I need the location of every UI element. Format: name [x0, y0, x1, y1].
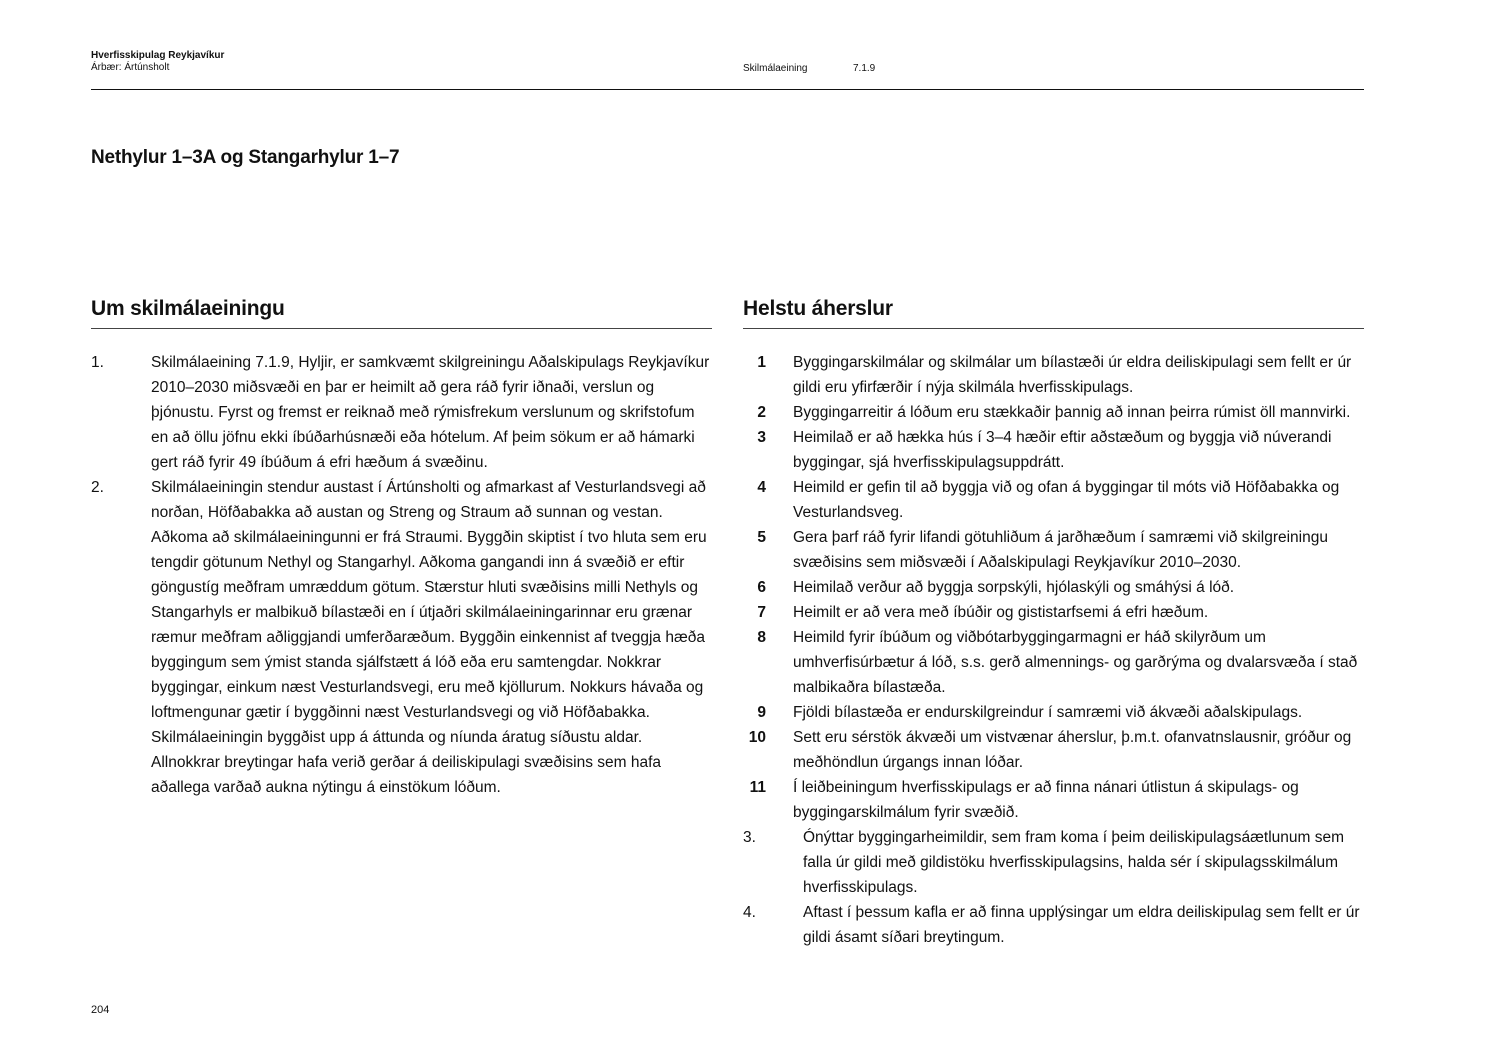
section-number: 7.1.9: [853, 63, 876, 74]
emphasis-item: [743, 350, 1364, 400]
section-label: Skilmálaeining: [743, 63, 808, 74]
item-text: Heimilað verður að byggja sorpskýli, hjólaskýli og smáhýsi á lóð.: [793, 579, 1235, 596]
section-heading: Um skilmálaeiningu: [91, 297, 285, 320]
emphasis-item: [743, 600, 1364, 625]
item-text: Skilmálaeiningin stendur austast í Ártúnsholti og afmarkast af Vesturlandsvegi að norðan, Höfðabakka að austan og Streng og Straum að sunnan og vestan. Aðkoma að skilmálaeiningunni er frá Straumi. Byggðin skiptist í tvo hluta sem eru tengdir götunum Nethyl og Stangarhyl. Aðkoma gangandi inn á svæðið er eftir göngustíg meðfram umræddum götum. Stærstur hluti svæðisins milli Nethyls og Stangarhyls er malbikuð bílastæði en í útjaðri skilmálaeiningarinnar eru grænar ræmur meðfram aðliggjandi umferðaræðum. Byggðin einkennist af tveggja hæða byggingum sem ýmist standa sjálfstætt á lóð eða eru samtengdar. Nokkrar byggingar, einkum næst Vesturlandsvegi, eru með kjöllurum. Nokkurs hávaða og loftmengunar gætir í byggðinni næst Vesturlandsvegi og við Höfðabakka. Skilmálaeiningin byggðist upp á áttunda og níunda áratug síðustu aldar. Allnokkrar breytingar hafa verið gerðar á deiliskipulagi svæðisins sem hafa aðallega varðað aukna nýtingu á einstökum lóðum.: [151, 479, 707, 796]
item-text: Skilmálaeining 7.1.9, Hyljir, er samkvæmt skilgreiningu Aðalskipulags Reykjavíkur 2010–2030 miðsvæði en þar er heimilt að gera ráð fyrir iðnaði, verslun og þjónustu. Fyrst og fremst er reiknað með rýmisfrekum verslunum og skrifstofum en að öllu jöfnu ekki íbúðarhúsnæði eða hótelum. Af þeim sökum er að hámarki gert ráð fyrir 49 íbúðum á efri hæðum á svæðinu.: [151, 354, 710, 471]
list-item: [743, 825, 1364, 900]
emphasis-item: [743, 525, 1364, 575]
emphasis-item: [743, 725, 1364, 775]
section-main-emphases: [743, 295, 1364, 946]
page-title: Nethylur 1–3A og Stangarhylur 1–7: [91, 147, 400, 168]
emphasis-item: [743, 775, 1364, 825]
item-text: Heimild fyrir íbúðum og viðbótarbyggingarmagni er háð skilyrðum um umhverfisúrbætur á lóð, s.s. gerð almennings- og garðrýma og dvalarsvæða í stað malbikaðra bílastæða.: [793, 629, 1358, 696]
item-text: Byggingarskilmálar og skilmálar um bílastæði úr eldra deiliskipulagi sem fellt er úr gildi eru yfirfærðir í nýja skilmála hverfisskipulags.: [793, 354, 1352, 396]
item-number: 2: [757, 404, 766, 421]
emphasis-item: [743, 425, 1364, 475]
list-item: [91, 475, 712, 800]
item-number: 7: [757, 604, 766, 621]
item-number: 2.: [91, 479, 104, 496]
numbered-list: [91, 350, 712, 800]
section-heading: Helstu áherslur: [743, 297, 893, 320]
item-number: 9: [757, 704, 766, 721]
item-text: Fjöldi bílastæða er endurskilgreindur í samræmi við ákvæði aðalskipulags.: [793, 704, 1303, 721]
list-item: [743, 900, 1364, 950]
item-number: 4.: [743, 904, 756, 921]
item-number: 10: [748, 729, 766, 746]
emphasis-item: [743, 575, 1364, 600]
item-number: 11: [749, 779, 766, 796]
emphasis-item: [743, 700, 1364, 725]
item-text: Gera þarf ráð fyrir lifandi götuhliðum á jarðhæðum í samræmi við skilgreiningu svæðisins sem miðsvæði í Aðalskipulagi Reykjavíkur 2010–2030.: [793, 529, 1328, 571]
section-divider: [91, 328, 712, 329]
page-number: 204: [91, 1004, 110, 1016]
emphasis-item: [743, 400, 1364, 425]
running-header-left: [91, 50, 224, 74]
section-about-unit: [91, 295, 712, 796]
item-number: 1.: [91, 354, 104, 371]
item-text: Heimilað er að hækka hús í 3–4 hæðir eftir aðstæðum og byggja við núverandi byggingar, sjá hverfisskipulagsuppdrátt.: [793, 429, 1332, 471]
running-header-right: [743, 63, 876, 75]
item-text: Ónýttar byggingarheimildir, sem fram koma í þeim deiliskipulagsáætlunum sem falla úr gildi með gildistöku hverfisskipulagsins, halda sér í skipulagsskilmálum hverfisskipulags.: [803, 829, 1344, 896]
item-number: 5: [757, 529, 766, 546]
item-text: Byggingarreitir á lóðum eru stækkaðir þannig að innan þeirra rúmist öll mannvirki.: [793, 404, 1351, 421]
emphasis-list: [743, 350, 1364, 950]
item-number: 4: [757, 479, 766, 496]
item-number: 8: [757, 629, 766, 646]
emphasis-item: [743, 475, 1364, 525]
publication-title: Hverfisskipulag Reykjavíkur: [91, 50, 225, 61]
item-text: Aftast í þessum kafla er að finna upplýsingar um eldra deiliskipulag sem fellt er úr gildi ásamt síðari breytingum.: [803, 904, 1360, 946]
list-item: [91, 350, 712, 475]
item-number: 6: [757, 579, 766, 596]
item-text: Heimild er gefin til að byggja við og ofan á byggingar til móts við Höfðabakka og Vesturlandsveg.: [793, 479, 1340, 521]
item-number: 3.: [743, 829, 756, 846]
item-number: 3: [757, 429, 766, 446]
item-text: Sett eru sérstök ákvæði um vistvænar áherslur, þ.m.t. ofanvatnslausnir, gróður og meðhöndlun úrgangs innan lóðar.: [793, 729, 1352, 771]
emphasis-item: [743, 625, 1364, 700]
district-subtitle: Árbær: Ártúnsholt: [91, 62, 170, 73]
item-number: 1: [757, 354, 766, 371]
item-text: Í leiðbeiningum hverfisskipulags er að finna nánari útlistun á skipulags- og byggingarskilmálum fyrir svæðið.: [793, 779, 1299, 821]
section-divider: [743, 328, 1364, 329]
item-text: Heimilt er að vera með íbúðir og gististarfsemi á efri hæðum.: [793, 604, 1209, 621]
header-divider: [91, 89, 1364, 90]
